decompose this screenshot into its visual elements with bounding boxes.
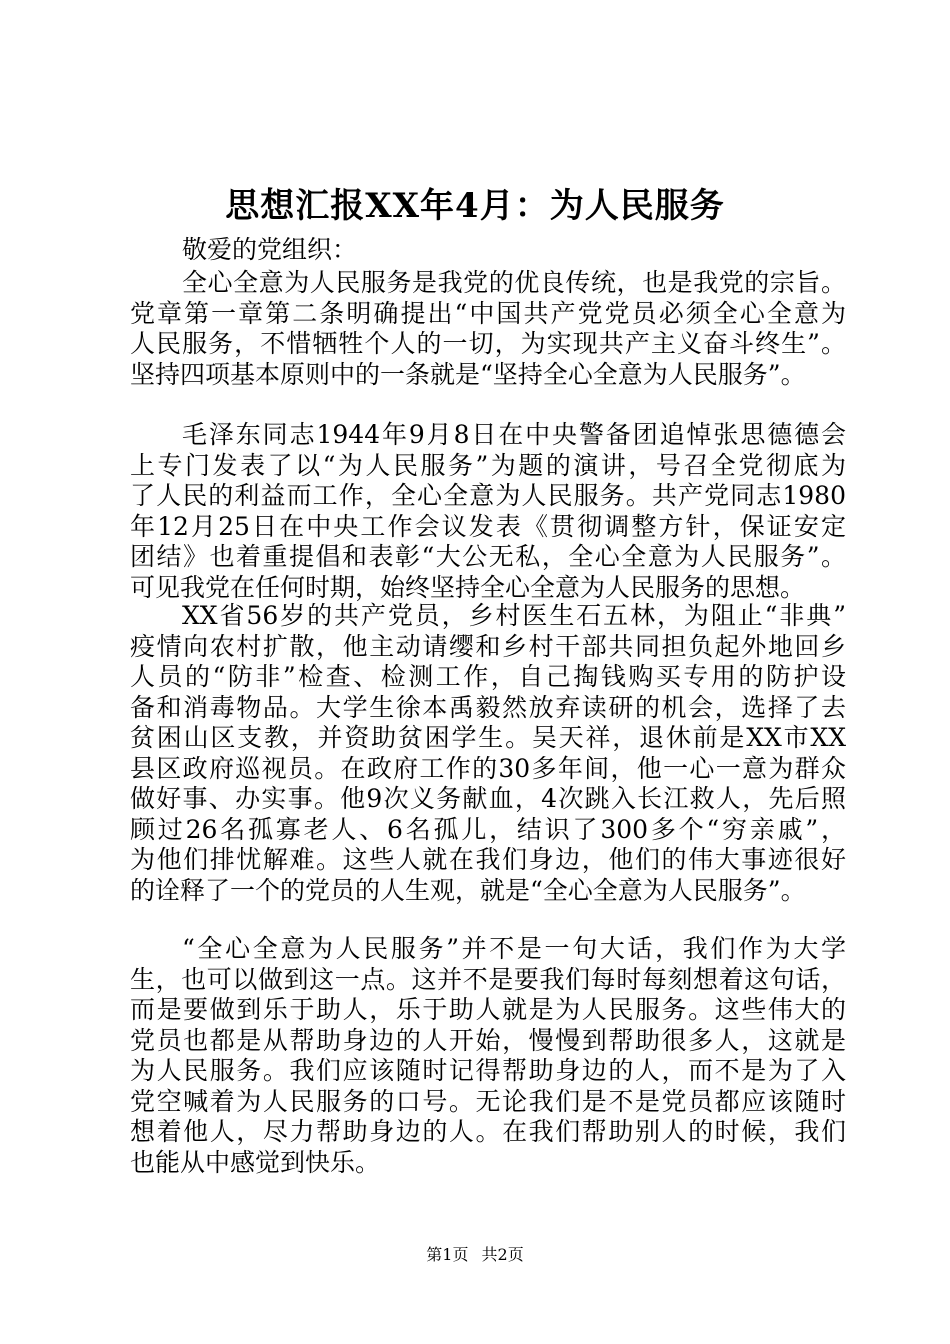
paragraph-line: 想着他人，尽力帮助身边的人。在我们帮助别人的时候，我们 [130, 1117, 846, 1146]
paragraph-line: 党章第一章第二条明确提出“中国共产党党员必须全心全意为 [130, 298, 846, 328]
paragraph-line: “全心全意为人民服务”并不是一句大话，我们作为大学 [182, 934, 846, 963]
paragraph-line: 了人民的利益而工作，全心全意为人民服务。共产党同志1980 [130, 481, 846, 510]
paragraph-line: 可见我党在任何时期，始终坚持全心全意为人民服务的思想。 [130, 572, 806, 602]
document-title: 思想汇报XX年4月：为人民服务 [225, 186, 725, 226]
paragraph-line: 县区政府巡视员。在政府工作的30多年间，他一心一意为群众 [130, 753, 846, 783]
paragraph-line: 人民服务，不惜牺牲个人的一切，为实现共产主义奋斗终生”。 [130, 329, 846, 358]
paragraph-line: 为人民服务。我们应该随时记得帮助身边的人，而不是为了入 [130, 1056, 846, 1085]
paragraph-line: 为他们排忧解难。这些人就在我们身边，他们的伟大事迹很好 [130, 845, 846, 874]
paragraph-line: 坚持四项基本原则中的一条就是“坚持全心全意为人民服务”。 [130, 359, 806, 389]
page-number: 第1页 [426, 1245, 469, 1264]
paragraph-line: 贫困山区支教，并资助贫困学生。吴天祥，退休前是XX市XX [130, 723, 846, 752]
paragraph-line: 顾过26名孤寡老人、6名孤儿，结识了300多个“穷亲戚”， [130, 814, 846, 844]
paragraph-line: 也能从中感觉到快乐。 [130, 1147, 381, 1177]
paragraph-line: 的诠释了一个的党员的人生观，就是“全心全意为人民服务”。 [130, 875, 806, 905]
salutation: 敬爱的党组织： [182, 235, 358, 264]
paragraph-line: 团结》也着重提倡和表彰“大公无私，全心全意为人民服务”。 [130, 542, 846, 571]
paragraph-3 [130, 601, 846, 906]
paragraph-line: 而是要做到乐于助人，乐于助人就是为人民服务。这些伟大的 [130, 995, 846, 1024]
paragraph-line: 做好事、办实事。他9次义务献血，4次跳入长江救人，先后照 [130, 784, 846, 813]
paragraph-line: 生，也可以做到这一点。这并不是要我们每时每刻想着这句话， [130, 964, 846, 994]
paragraph-1 [130, 268, 846, 390]
paragraph-line: 疫情向农村扩散，他主动请缨和乡村干部共同担负起外地回乡 [130, 631, 846, 661]
paragraph-line: 人员的“防非”检查、检测工作，自己掏钱购买专用的防护设 [130, 662, 846, 691]
paragraph-line: 上专门发表了以“为人民服务”为题的演讲，号召全党彻底为 [130, 450, 846, 480]
paragraph-4 [130, 934, 846, 1178]
paragraph-line: 年12月25日在中央工作会议发表《贯彻调整方针，保证安定 [130, 511, 846, 541]
paragraph-line: 全心全意为人民服务是我党的优良传统，也是我党的宗旨。 [182, 268, 846, 297]
page-total: 共2页 [481, 1245, 524, 1264]
page-footer [0, 1244, 950, 1266]
paragraph-line: 毛泽东同志1944年9月8日在中央警备团追悼张思德德会 [182, 420, 846, 449]
paragraph-2 [130, 420, 846, 603]
paragraph-line: XX省56岁的共产党员，乡村医生石五林，为阻止“非典” [182, 601, 846, 630]
paragraph-line: 备和消毒物品。大学生徐本禹毅然放弃读研的机会，选择了去 [130, 692, 846, 722]
paragraph-line: 党空喊着为人民服务的口号。无论我们是不是党员都应该随时 [130, 1086, 846, 1116]
paragraph-line: 党员也都是从帮助身边的人开始，慢慢到帮助很多人，这就是 [130, 1025, 846, 1055]
